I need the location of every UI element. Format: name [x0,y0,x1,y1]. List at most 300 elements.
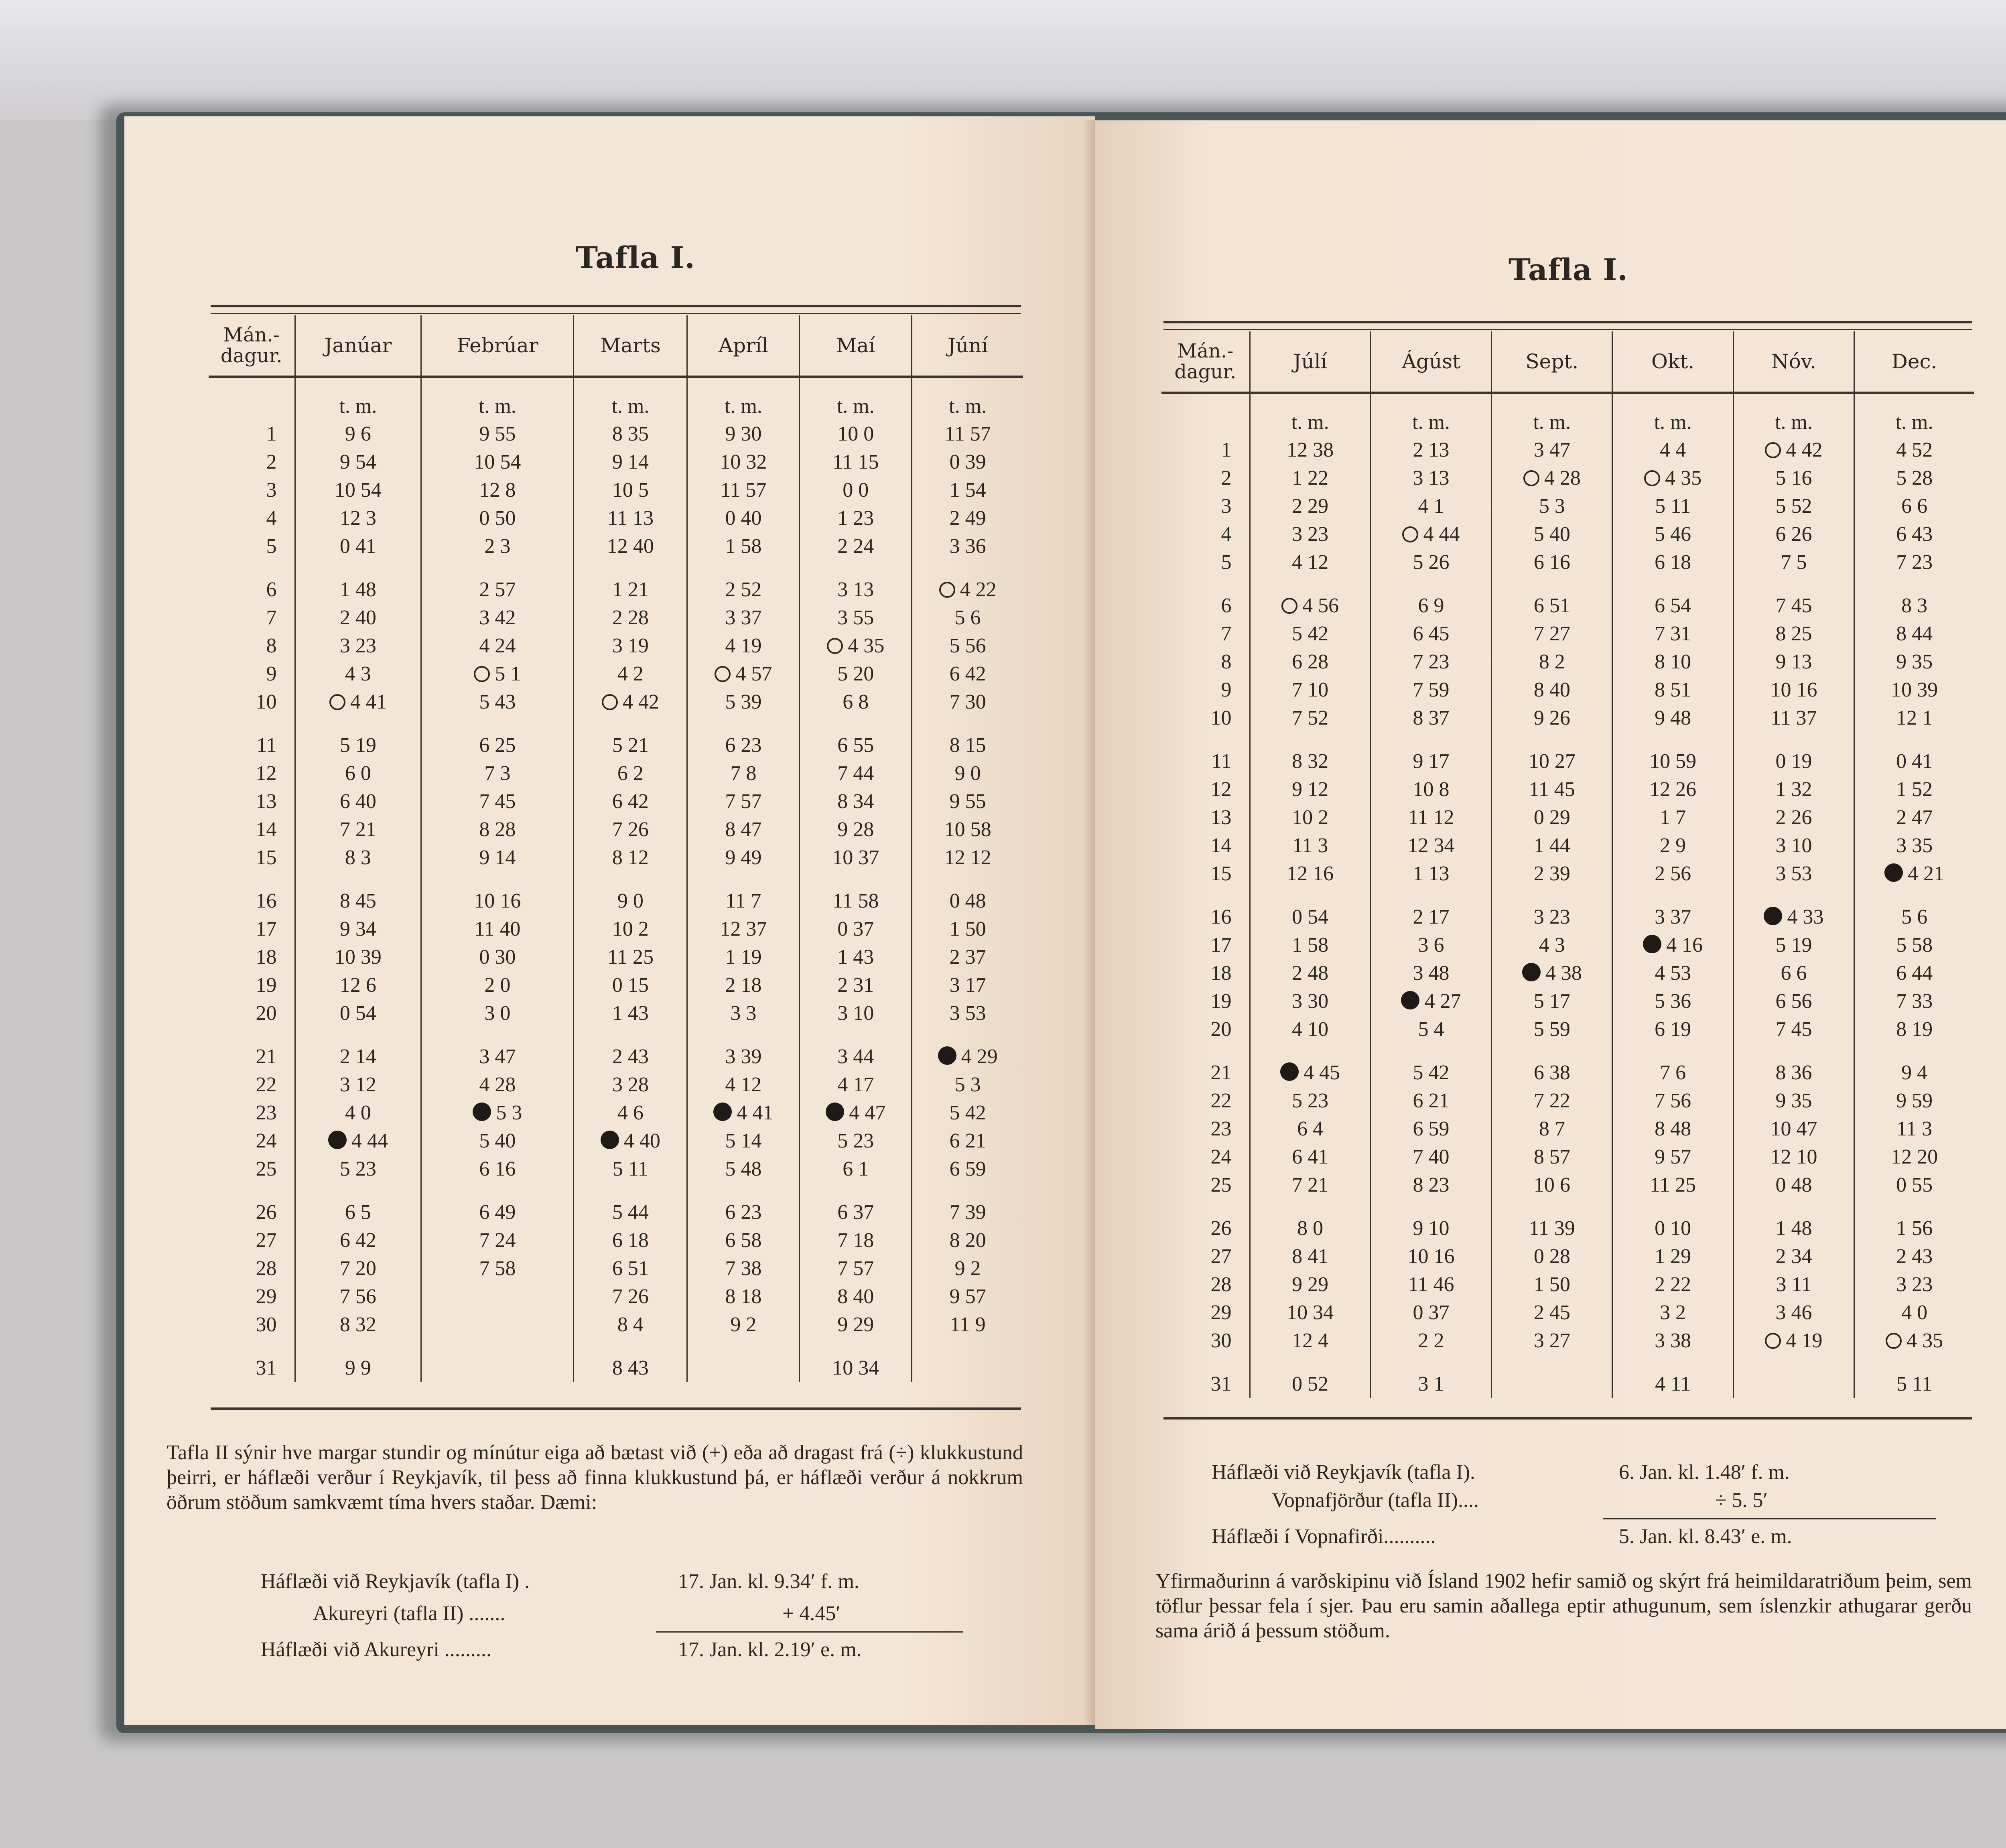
table-row [209,420,1023,448]
tide-time: 9 14 [479,846,516,869]
tide-time: 7 5 [1781,550,1807,574]
tide-time-cell [1854,1086,1974,1115]
tide-time-cell [1854,704,1974,732]
tide-time: 7 45 [1775,594,1812,617]
tide-time-cell [574,1310,687,1338]
table-row [209,476,1023,504]
day-number: 30 [256,1313,277,1336]
table-row [1161,831,1974,859]
tide-time: 12 10 [1770,1145,1817,1168]
tide-time: 3 36 [949,534,986,558]
tide-time: 8 41 [1292,1245,1329,1268]
tide-time-cell [574,1099,687,1127]
day-number: 16 [256,889,277,912]
tide-time-cell [1370,464,1491,492]
day-number: 11 [256,733,277,757]
tide-time-cell [800,1282,912,1310]
tide-time-cell [574,1183,687,1226]
tide-time-cell [1854,648,1974,676]
tide-time: 4 40 [623,1129,660,1152]
tide-time-cell [687,1155,800,1183]
table-row [209,660,1023,688]
tide-time-cell [1250,987,1370,1015]
tide-time: 6 16 [479,1157,516,1180]
tide-time-cell [1733,492,1854,520]
tide-time-cell [1854,464,1974,492]
tide-time: 4 42 [1786,438,1823,461]
tide-time-cell [421,915,574,943]
table-row [209,1254,1023,1282]
tide-time: 11 12 [1408,806,1454,829]
tide-time: 3 28 [612,1073,649,1096]
table-row [1161,1043,1974,1086]
tide-time-cell [1492,520,1612,548]
table-row [209,915,1023,943]
day-number: 15 [1210,862,1232,885]
right-example-value-3: 5. Jan. kl. 8.43ʹ e. m. [1619,1525,1792,1548]
day-number: 31 [256,1356,277,1379]
tide-time: 5 48 [725,1157,762,1180]
tide-time: 7 21 [339,818,376,841]
tide-time: 4 41 [350,690,387,713]
tide-time-cell [295,843,421,871]
background [0,0,2006,120]
table-row [209,1183,1023,1226]
tide-time-cell [800,871,912,915]
day-number: 13 [256,790,277,813]
tide-time: 6 49 [479,1200,516,1224]
tide-time: 9 9 [345,1356,371,1379]
tide-time-cell [1612,436,1733,464]
tide-time-cell [295,716,421,759]
new-moon-icon [1280,1062,1299,1081]
tide-time: 2 29 [1292,494,1329,518]
tide-time-cell [295,1310,421,1338]
tide-time: 9 57 [949,1285,986,1308]
tide-time: 0 15 [612,973,649,997]
tide-time: 12 4 [1292,1329,1329,1352]
tide-time: 10 47 [1770,1117,1817,1140]
tide-time: 4 52 [1896,438,1933,461]
table-row [1161,492,1974,520]
tide-time-cell [800,716,912,759]
tide-time: 11 9 [950,1313,986,1336]
tide-time: 4 38 [1545,961,1582,985]
tide-time-cell [1612,464,1733,492]
tide-time: 11 58 [832,889,879,912]
tide-time-cell [574,560,687,603]
tide-time-cell [1370,775,1491,803]
tide-time-cell [421,871,574,915]
full-moon-icon [1765,1333,1781,1349]
tide-time-cell [574,448,687,476]
tide-time: 9 35 [1896,650,1933,673]
tide-time: 5 11 [1896,1372,1933,1395]
tide-time-cell [1370,648,1491,676]
tide-time-cell [421,1155,574,1183]
tide-time: 1 32 [1775,778,1812,801]
tide-time-cell [912,1027,1023,1070]
tide-time-cell [1733,732,1854,775]
tide-time: 5 40 [479,1129,516,1152]
tide-time-cell [800,915,912,943]
tide-time: 9 48 [1655,706,1691,729]
tide-time-cell [687,688,800,716]
tide-time: 1 50 [1533,1273,1570,1296]
full-moon-icon [1886,1333,1902,1349]
tide-time: 9 28 [837,818,874,841]
tide-time: 6 4 [1297,1117,1324,1140]
table-row [1161,931,1974,959]
day-number: 3 [1221,494,1232,518]
tide-time: 0 55 [1896,1173,1933,1196]
tide-time: 3 10 [837,1001,874,1025]
left-example-line-2: Akureyri (tafla II) ....... [313,1602,506,1625]
tide-time: 4 16 [1666,933,1703,956]
tide-time-cell [1370,1115,1491,1143]
tide-time-cell [1370,520,1491,548]
tide-time-cell [1854,887,1974,931]
tide-time-cell [687,1310,800,1338]
tide-time-cell [1733,803,1854,831]
tide-time: 5 6 [1901,905,1928,928]
tide-time: 6 59 [949,1157,986,1180]
tide-time: 5 26 [1413,550,1450,574]
tide-time-cell [1250,959,1370,987]
tide-time-cell [1250,1115,1370,1143]
month-header: Okt. [1612,331,1733,393]
tide-time-cell [1854,931,1974,959]
tide-time-cell [295,660,421,688]
tide-time-cell [687,420,800,448]
tide-time: 3 13 [837,578,874,601]
tide-time-cell [1370,1270,1491,1298]
tide-time: 8 44 [1896,622,1933,645]
tide-time-cell [687,532,800,560]
tide-time-cell [421,660,574,688]
tide-time-cell [1250,436,1370,464]
tide-time-cell [1492,775,1612,803]
tide-time: 6 42 [339,1229,376,1252]
tide-time: 6 51 [1533,594,1570,617]
tide-time: 4 33 [1787,905,1824,928]
tide-time: 4 28 [1544,466,1581,489]
tide-time-cell [1612,1171,1733,1199]
right-table-body [1161,393,1974,1398]
tide-time: 2 37 [949,945,986,969]
tide-time: 6 58 [725,1229,762,1252]
tide-time-cell [1492,1199,1612,1242]
tide-time-cell [1492,987,1612,1015]
tide-time: 5 14 [725,1129,762,1152]
tide-time: 5 42 [949,1101,986,1124]
tide-time: 5 3 [954,1073,981,1096]
tide-time: 0 52 [1292,1372,1329,1395]
new-moon-icon [1764,907,1782,925]
day-number: 3 [266,478,277,502]
tide-time-cell [574,843,687,871]
tide-time: 11 40 [474,917,521,940]
day-number: 22 [256,1073,277,1096]
table-row [209,871,1023,915]
tide-time: 1 54 [949,478,986,502]
tide-time: 7 27 [1533,622,1570,645]
tide-time-cell [295,943,421,971]
right-note: Yfirmaðurinn á varðskipinu við Ísland 1902 hefir samið og skýrt frá heimildaratriðum þeim, sem töflur þessar fela í sjer. Þau eru samin aðallega eptir athugunum, sem íslenzkir athugarar gerðu sama árið á þessum stöðum. [1155,1570,1972,1642]
tide-time: 4 53 [1655,961,1691,985]
tide-time-cell [1370,1015,1491,1043]
tide-time: 6 44 [1896,961,1933,985]
tide-time-cell [687,787,800,815]
tide-time-cell [912,1070,1023,1099]
tide-time-cell [421,476,574,504]
tide-time: 4 57 [735,662,772,685]
tide-time: 3 12 [339,1073,376,1096]
day-number: 9 [1221,678,1232,701]
right-top-rule-2 [1163,329,1972,330]
day-number: 6 [1221,594,1232,617]
tide-time: 2 57 [479,578,516,601]
tide-time: 2 22 [1655,1273,1691,1296]
day-number: 9 [266,662,277,685]
table-row [209,532,1023,560]
tide-time-cell [800,787,912,815]
tide-time-cell [1250,1199,1370,1242]
tide-time-cell [687,504,800,532]
right-example-line-3: Háflæði í Vopnafirði.......... [1212,1525,1436,1548]
tide-time-cell [574,787,687,815]
tide-time: 10 27 [1528,749,1576,773]
tide-time: 6 42 [612,790,649,813]
tide-time: 5 20 [837,662,874,685]
tide-time-cell [800,632,912,660]
tide-time-cell [295,787,421,815]
tide-time: 9 10 [1413,1216,1450,1240]
tide-time: 8 2 [1539,650,1565,673]
tide-time-cell [1370,803,1491,831]
tide-time: 3 23 [1533,905,1570,928]
tide-time-cell [912,420,1023,448]
tide-time-cell [687,843,800,871]
tide-time: 1 58 [1292,933,1329,956]
tide-time-cell [574,1282,687,1310]
table-row [209,1338,1023,1382]
tide-time: 4 44 [351,1129,388,1152]
tide-time: 6 21 [949,1129,986,1152]
table-row [1161,1115,1974,1143]
table-row [209,1070,1023,1099]
tide-time: 10 34 [832,1356,879,1379]
month-header: Ágúst [1370,331,1491,393]
tide-time: 10 5 [612,478,649,502]
tide-time: 9 2 [730,1313,757,1336]
tide-time-cell [1733,1143,1854,1171]
tide-time-cell [1854,1143,1974,1171]
tide-time-cell [912,1127,1023,1155]
tide-time-cell [421,759,574,787]
tide-time: 0 10 [1655,1216,1691,1240]
tide-time: 8 40 [1533,678,1570,701]
tide-time: 7 45 [1775,1017,1812,1041]
tide-time: 12 40 [607,534,654,558]
tide-time: 12 1 [1896,706,1933,729]
tide-time: 5 42 [1413,1061,1450,1084]
tide-time: 7 57 [837,1257,874,1280]
tide-time-cell [295,1099,421,1127]
day-number: 25 [1210,1173,1232,1196]
tide-time: 11 45 [1529,778,1575,801]
tide-time: 4 22 [960,578,997,601]
unit-label: t. m. [421,377,574,420]
tide-time: 3 37 [1655,905,1691,928]
tide-time-cell [1370,1086,1491,1115]
tide-time: 12 12 [944,846,991,869]
tide-time: 7 26 [612,818,649,841]
tide-time-cell [421,688,574,716]
unit-label: t. m. [1854,393,1974,436]
tide-time-cell [421,1070,574,1099]
tide-time: 2 56 [1655,862,1691,885]
tide-time-cell [1370,732,1491,775]
tide-time-cell [912,1254,1023,1282]
tide-time: 4 0 [345,1101,371,1124]
full-moon-icon [1765,442,1781,458]
tide-time: 6 26 [1775,522,1812,546]
tide-time-cell [1370,436,1491,464]
tide-time: 2 9 [1660,834,1686,857]
tide-time-cell [295,1027,421,1070]
tide-time-cell [1733,576,1854,619]
day-number: 30 [1210,1329,1232,1352]
tide-time: 8 4 [617,1313,644,1336]
tide-time: 2 13 [1413,438,1450,461]
tide-time-cell [574,1027,687,1070]
tide-time-cell [1854,1242,1974,1270]
tide-time-cell [1854,1355,1974,1398]
tide-time-cell [1612,619,1733,648]
day-number: 28 [256,1257,277,1280]
tide-time: 8 15 [949,733,986,757]
new-moon-icon [1643,935,1661,953]
tide-time: 2 31 [837,973,874,997]
tide-time-cell [1733,987,1854,1015]
tide-time-cell [912,1338,1023,1382]
tide-time-cell [1733,959,1854,987]
tide-time: 1 29 [1655,1245,1691,1268]
tide-time-cell [1250,619,1370,648]
tide-time-cell [295,532,421,560]
tide-time-cell [574,943,687,971]
tide-time-cell [1612,676,1733,704]
left-page-title: Tafla I. [576,241,695,275]
tide-time: 1 58 [725,534,762,558]
tide-time: 6 43 [1896,522,1933,546]
tide-time-cell [295,1155,421,1183]
tide-time: 3 11 [1776,1273,1812,1296]
tide-time: 8 18 [725,1285,762,1308]
unit-row [209,377,1023,420]
tide-time-cell [912,971,1023,999]
tide-time-cell [1370,1298,1491,1326]
day-number: 7 [1221,622,1232,645]
tide-time: 6 9 [1418,594,1444,617]
table-row [1161,648,1974,676]
tide-time: 2 26 [1775,806,1812,829]
left-example-value-2: + 4.45ʹ [782,1602,841,1625]
table-row [209,815,1023,843]
tide-time-cell [421,971,574,999]
tide-time-cell [1612,959,1733,987]
tide-time-cell [574,603,687,632]
table-row [209,943,1023,971]
tide-time: 10 59 [1649,749,1697,773]
day-number: 28 [1210,1273,1232,1296]
tide-time: 6 51 [612,1257,649,1280]
tide-time-cell [421,1338,574,1382]
tide-time: 2 24 [837,534,874,558]
right-page-title: Tafla I. [1509,253,1628,287]
unit-label: t. m. [1733,393,1854,436]
tide-time: 1 48 [1775,1216,1812,1240]
tide-time: 3 35 [1896,834,1933,857]
tide-time: 6 19 [1655,1017,1691,1041]
example-label: Háflæði við Reykjavík (tafla I) . [261,1570,530,1593]
tide-time-cell [687,1338,800,1382]
tide-time-cell [800,603,912,632]
tide-time-cell [574,1254,687,1282]
tide-time-cell [1250,1326,1370,1355]
tide-time-cell [574,1127,687,1155]
new-moon-icon [826,1103,844,1121]
tide-time-cell [421,504,574,532]
tide-time-cell [1492,1355,1612,1398]
tide-time-cell [1250,520,1370,548]
tide-time-cell [687,943,800,971]
tide-time: 9 30 [725,422,762,445]
tide-time: 11 15 [832,450,879,473]
tide-time-cell [1250,1298,1370,1326]
tide-time: 2 3 [484,534,511,558]
tide-time: 10 6 [1533,1173,1570,1196]
right-example-line-2: Vopnafjörður (tafla II).... [1272,1489,1479,1512]
tide-time-cell [1250,1270,1370,1298]
tide-time: 11 57 [944,422,991,445]
tide-time-cell [574,476,687,504]
tide-time: 2 34 [1775,1245,1812,1268]
tide-time-cell [1492,492,1612,520]
tide-time-cell [800,504,912,532]
tide-time: 9 49 [725,846,762,869]
tide-time-cell [1370,959,1491,987]
tide-time-cell [1492,803,1612,831]
tide-time-cell [295,504,421,532]
day-number: 21 [1210,1061,1232,1084]
tide-time-cell [574,688,687,716]
tide-time-cell [912,1310,1023,1338]
tide-time-cell [421,560,574,603]
tide-time-cell [1492,619,1612,648]
tide-time-cell [1370,831,1491,859]
tide-time-cell [421,1254,574,1282]
tide-time-cell [421,1226,574,1254]
tide-time: 10 39 [1891,678,1938,701]
tide-time-cell [1733,548,1854,576]
tide-time: 6 16 [1533,550,1570,574]
tide-time-cell [1733,775,1854,803]
tide-time: 11 3 [1292,834,1328,857]
month-header: Apríl [687,315,800,377]
month-header: Marts [574,315,687,377]
